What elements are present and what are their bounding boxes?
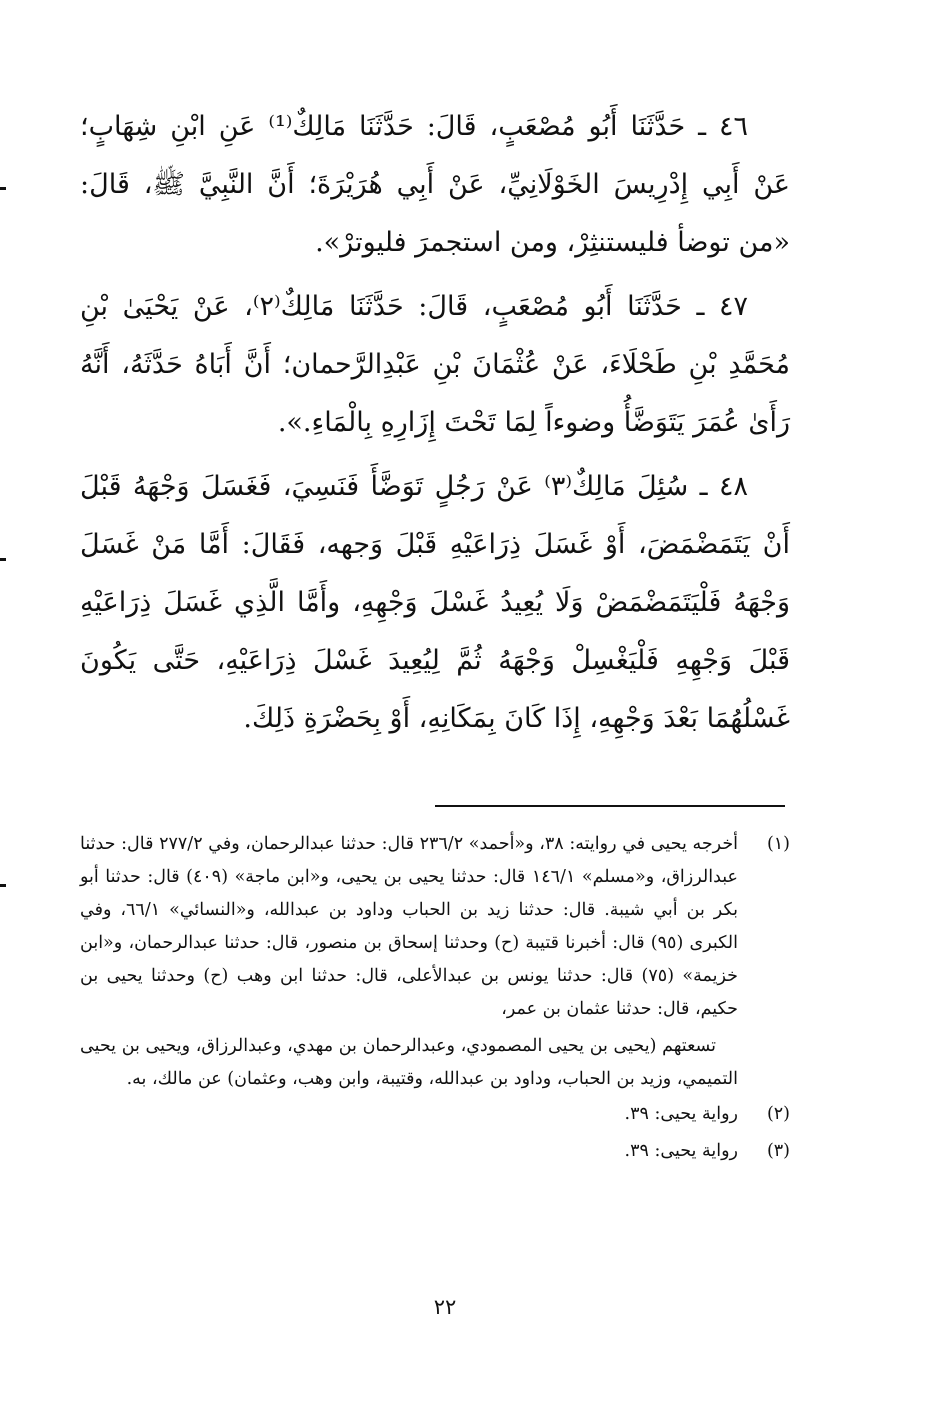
main-text: [80, 98, 790, 754]
footnote-number: (١): [766, 834, 790, 854]
margin-mark: [0, 187, 6, 190]
footnote-1: [80, 828, 790, 1026]
footnote-text: أخرجه يحيى في روايته: ٣٨، و«أحمد» ٢٣٦/٢ قال: حدثنا عبدالرحمان، وفي ٢٧٧/٢ قال: حدثنا عبدالرزاق، و«مسلم» ١٤٦/١ قال: حدثنا يحيى بن يحيى، و«ابن ماجة» (٤٠٩) قال: حدثنا أبو بكر بن أبي شيبة. قال: حدثنا زيد بن الحباب وداود بن عبدالله، و«النسائي» ٦٦/١، وفي الكبرى (٩٥) قال: أخبرنا قتيبة (ح) وحدثنا إسحاق بن منصور، قال: حدثنا عبدالرحمان، و«ابن خزيمة» (٧٥) قال: حدثنا يونس بن عبدالأعلى، قال: حدثنا ابن وهب (ح) وحدثنا يحيى بن حكيم، قال: حدثنا عثمان بن عمر،: [80, 834, 739, 1019]
hadith-48: ٤٨ ـ سُئِلَ مَالِكٌ⁽٣⁾ عَنْ رَجُلٍ تَوَضَّأَ فَنَسِيَ، فَغَسَلَ وَجْهَهُ قَبْلَ أَنْ يَتَمَضْمَضَ، أَوْ غَسَلَ ذِرَاعَيْهِ قَبْلَ وَجهه، فَقَالَ: أَمَّا مَنْ غَسَلَ وَجْهَهُ فَلْيَتَمَضْمَضْ وَلَا يُعِيدُ غَسْلَ وَجْهِهِ، وأَمَّا الَّذِي غَسَلَ ذِرَاعَيْهِ قَبْلَ وَجْهِهِ فَلْيَغْسِلْ وَجْهَهُ ثُمَّ لِيُعِيدَ غَسْلَ ذِرَاعَيْهِ، حَتَّى يَكُونَ غَسْلُهُمَا بَعْدَ وَجْهِهِ، إِذَا كَانَ بِمَكَانِهِ، أَوْ بِحَضْرَةِ ذَلِكَ.: [80, 471, 790, 734]
margin-mark: [0, 884, 6, 887]
footnote-text: رواية يحيى: ٣٩.: [624, 1104, 738, 1124]
footnotes: [80, 828, 790, 1172]
footnote-3: [80, 1135, 790, 1168]
page-number: ٢٢: [433, 1295, 457, 1319]
footnote-continuation: تسعتهم (يحيى بن يحيى المصمودي، وعبدالرحمان بن مهدي، وعبدالرزاق، ويحيى بن يحيى التميمي، وزيد بن الحباب، وداود بن عبدالله، وقتيبة، وابن وهب، وعثمان) عن مالك، به.: [80, 1036, 738, 1089]
footnote-number: (٣): [766, 1141, 790, 1161]
footnote-divider: [435, 805, 785, 807]
footnote-number: (٢): [766, 1104, 790, 1124]
footnote-2: [80, 1098, 790, 1131]
footnote-text: رواية يحيى: ٣٩.: [624, 1141, 738, 1161]
margin-mark: [0, 558, 6, 561]
hadith-47: ٤٧ ـ حَدَّثَنَا أَبُو مُصْعَبٍ، قَالَ: حَدَّثَنَا مَالِكٌ⁽٢⁾، عَنْ يَحْيَىٰ بْنِ مُحَمَّدِ بْنِ طَحْلَاءَ، عَنْ عُثْمَانَ بْنِ عَبْدِالرَّحمان؛ أَنَّ أَبَاهُ حَدَّثَهُ، أَنَّهُ رَأَىٰ عُمَرَ يَتَوَضَّأُ وضوءاً لِمَا تَحْتَ إِزَارِهِ بِالْمَاءِ.».: [80, 291, 790, 438]
hadith-46: ٤٦ ـ حَدَّثَنَا أَبُو مُصْعَبٍ، قَالَ: حَدَّثَنَا مَالِكٌ⁽¹⁾ عَنِ ابْنِ شِهَابٍ؛ عَنْ أَبِي إِدْرِيسَ الخَوْلَانِيِّ، عَنْ أَبِي هُرَيْرَةَ؛ أَنَّ النَّبِيَّ ﷺ، قَالَ: «من توضأ فليستنثِرْ، ومن استجمرَ فليوترْ».: [80, 111, 790, 258]
